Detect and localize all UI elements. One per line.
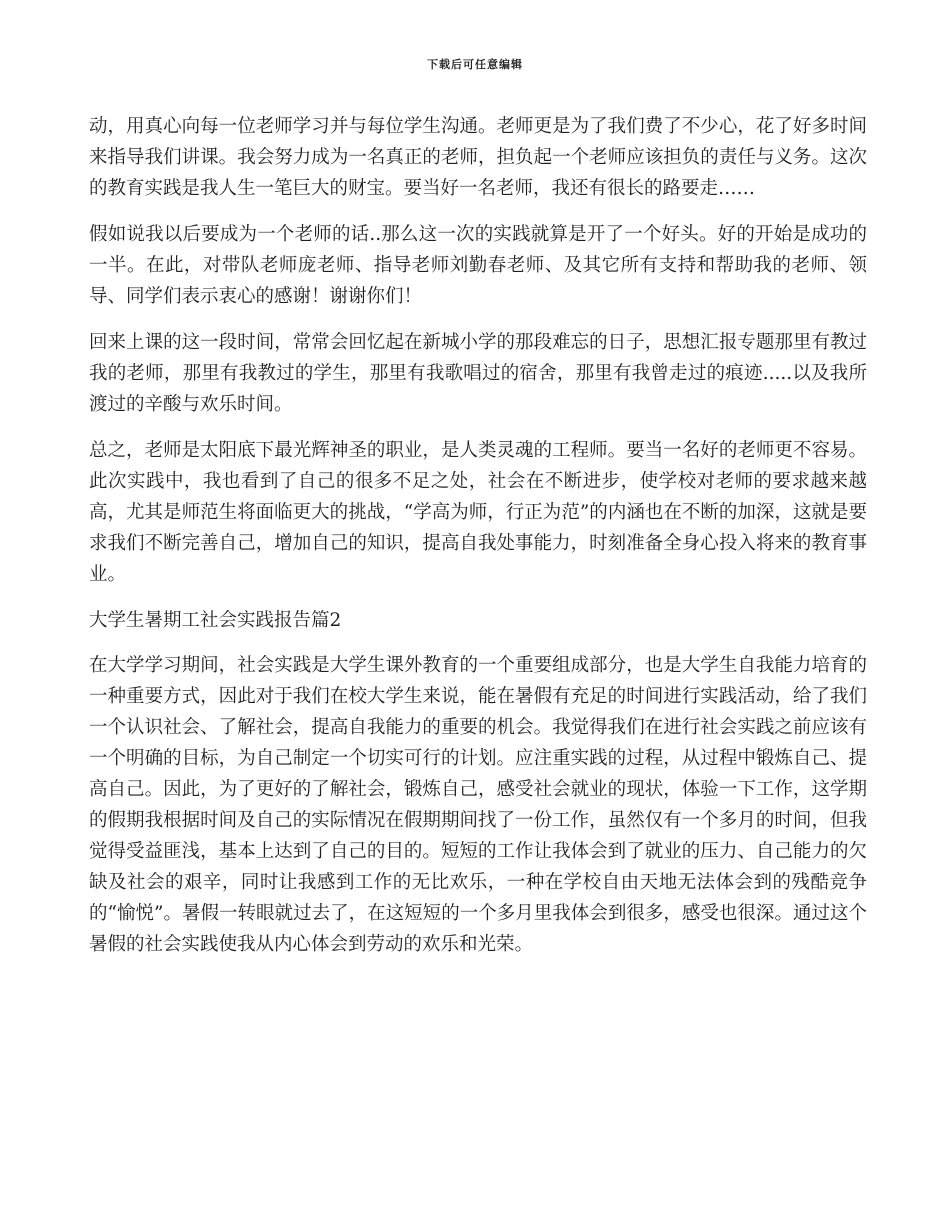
paragraph-1: 动，用真心向每一位老师学习并与每位学生沟通。老师更是为了我们费了不少心，花了好多时间来指导我们讲课。我会努力成为一名真正的老师，担负起一个老师应该担负的责任与义务。这次的教育实践是我人生一笔巨大的财宝。要当好一名老师，我还有很长的路要走……: [89, 116, 867, 199]
document-body: [89, 111, 867, 975]
paragraph-4: 总之，老师是太阳底下最光辉神圣的职业，是人类灵魂的工程师。要当一名好的老师更不容易。此次实践中，我也看到了自己的很多不足之处，社会在不断进步，使学校对老师的要求越来越高，尤其是师范生将面临更大的挑战，“学高为师，行正为范”的内涵也在不断的加深，这就是要求我们不断完善自己，增加自己的知识，提高自我处事能力，时刻准备全身心投入将来的教育事业。: [89, 440, 867, 585]
paragraph-3: 回来上课的这一段时间，常常会回忆起在新城小学的那段难忘的日子，思想汇报专题那里有教过我的老师，那里有我教过的学生，那里有我歌唱过的宿舍，那里有我曾走过的痕迹.....以及我所渡过的辛酸与欢乐时间。: [89, 332, 867, 415]
section-heading: 大学生暑期工社会实践报告篇2: [89, 610, 342, 631]
paragraph-2: 假如说我以后要成为一个老师的话..那么这一次的实践就算是开了一个好头。好的开始是成功的一半。在此，对带队老师庞老师、指导老师刘勤春老师、及其它所有支持和帮助我的老师、领导、同学们表示衷心的感谢！谢谢你们！: [89, 224, 867, 307]
paragraph-5: 在大学学习期间，社会实践是大学生课外教育的一个重要组成部分，也是大学生自我能力培育的一种重要方式，因此对于我们在校大学生来说，能在暑假有充足的时间进行实践活动，给了我们一个认识社会、了解社会，提高自我能力的重要的机会。我觉得我们在进行社会实践之前应该有一个明确的目标，为自己制定一个切实可行的计划。应注重实践的过程，从过程中锻炼自己、提高自己。因此，为了更好的了解社会，锻炼自己，感受社会就业的现状，体验一下工作，这学期的假期我根据时间及自己的实际情况在假期期间找了一份工作，虽然仅有一个多月的时间，但我觉得受益匪浅，基本上达到了自己的目的。短短的工作让我体会到了就业的压力、自己能力的欠缺及社会的艰辛，同时让我感到工作的无比欢乐，一种在学校自由天地无法体会到的残酷竞争的“愉悦”。暑假一转眼就过去了，在这短短的一个多月里我体会到很多，感受也很深。通过这个暑假的社会实践使我从内心体会到劳动的欢乐和光荣。: [89, 655, 867, 955]
page-header: 下载后可任意编辑: [427, 58, 523, 71]
